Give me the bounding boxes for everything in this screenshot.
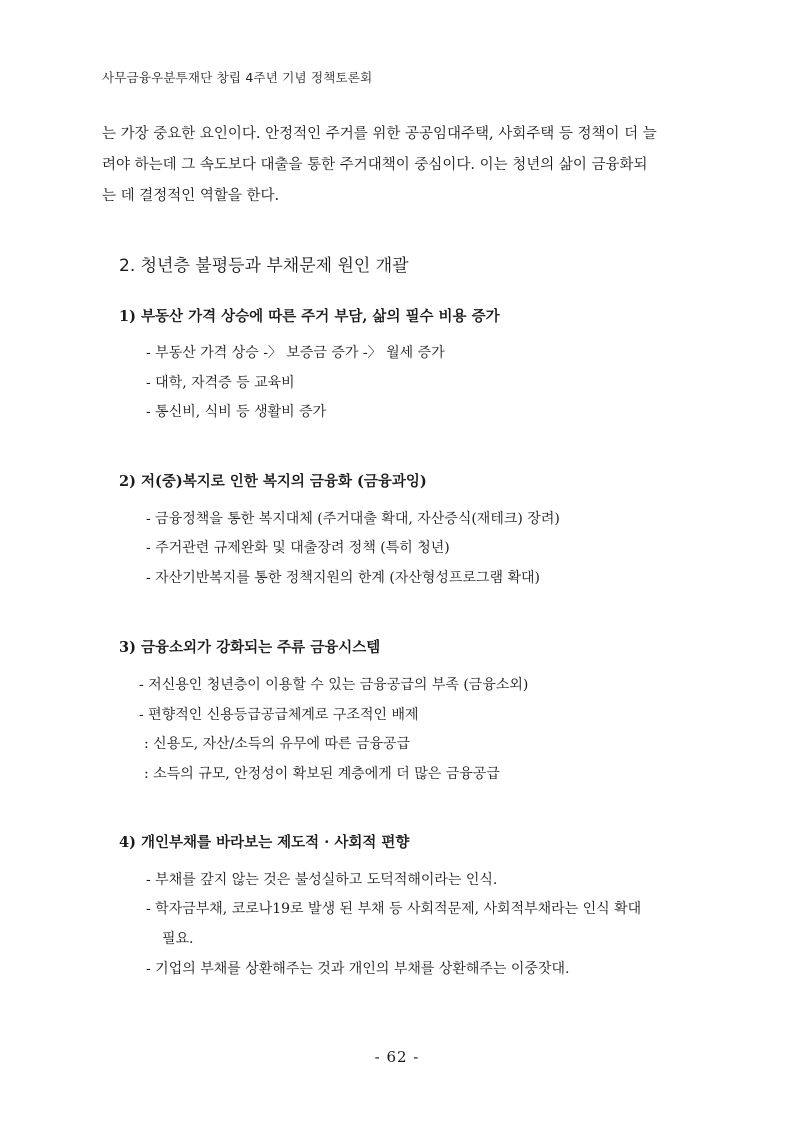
list-item: - 자산기반복지를 통한 정책지원의 한계 (자산형성프로그램 확대) xyxy=(146,570,540,586)
paragraph-line: 는 데 결정적인 역할을 한다. xyxy=(102,188,280,204)
list-item: - 기업의 부채를 상환해주는 것과 개인의 부채를 상환해주는 이중잣대. xyxy=(146,961,570,977)
list-item: : 소득의 규모, 안정성이 확보된 계층에게 더 많은 금융공급 xyxy=(144,766,500,782)
subsection-title-1: 1) 부동산 가격 상승에 따른 주거 부담, 삶의 필수 비용 증가 xyxy=(119,308,500,325)
section-title: 2. 청년층 불평등과 부채문제 원인 개괄 xyxy=(119,256,409,276)
page-number: - 62 - xyxy=(374,1048,420,1066)
list-item: - 편향적인 신용등급공급체계로 구조적인 배제 xyxy=(139,707,419,723)
subsection-title-4: 4) 개인부채를 바라보는 제도적 · 사회적 편향 xyxy=(119,834,410,851)
subsection-title-3: 3) 금융소외가 강화되는 주류 금융시스템 xyxy=(119,639,381,656)
list-item: - 저신용인 청년층이 이용할 수 있는 금융공급의 부족 (금융소외) xyxy=(139,677,529,693)
list-item: - 부동산 가격 상승 -〉 보증금 증가 -〉 월세 증가 xyxy=(146,345,445,361)
paragraph-line: 려야 하는데 그 속도보다 대출을 통한 주거대책이 중심이다. 이는 청년의 삶이 금융화되 xyxy=(102,157,648,173)
list-item: : 신용도, 자산/소득의 유무에 따른 금융공급 xyxy=(144,736,411,752)
list-item: - 금융정책을 통한 복지대체 (주거대출 확대, 자산증식(재테크) 장려) xyxy=(146,511,560,527)
paragraph-line: 는 가장 중요한 요인이다. 안정적인 주거를 위한 공공임대주택, 사회주택 등 정책이 더 늘 xyxy=(102,126,657,142)
document-header: 사무금융우분투재단 창립 4주년 기념 정책토론회 xyxy=(102,70,373,85)
list-item: - 학자금부채, 코로나19로 발생 된 부채 등 사회적문제, 사회적부채라는 인식 확대 xyxy=(146,901,642,917)
list-item: - 대학, 자격증 등 교육비 xyxy=(146,375,295,391)
intro-paragraph xyxy=(102,119,698,212)
list-item: - 주거관련 규제완화 및 대출장려 정책 (특히 청년) xyxy=(146,540,450,556)
subsection-title-2: 2) 저(중)복지로 인한 복지의 금융화 (금융과잉) xyxy=(119,473,427,490)
list-item: - 부채를 갚지 않는 것은 불성실하고 도덕적해이라는 인식. xyxy=(146,872,498,888)
list-item-continuation: 필요. xyxy=(162,931,194,947)
list-item: - 통신비, 식비 등 생활비 증가 xyxy=(146,404,327,420)
